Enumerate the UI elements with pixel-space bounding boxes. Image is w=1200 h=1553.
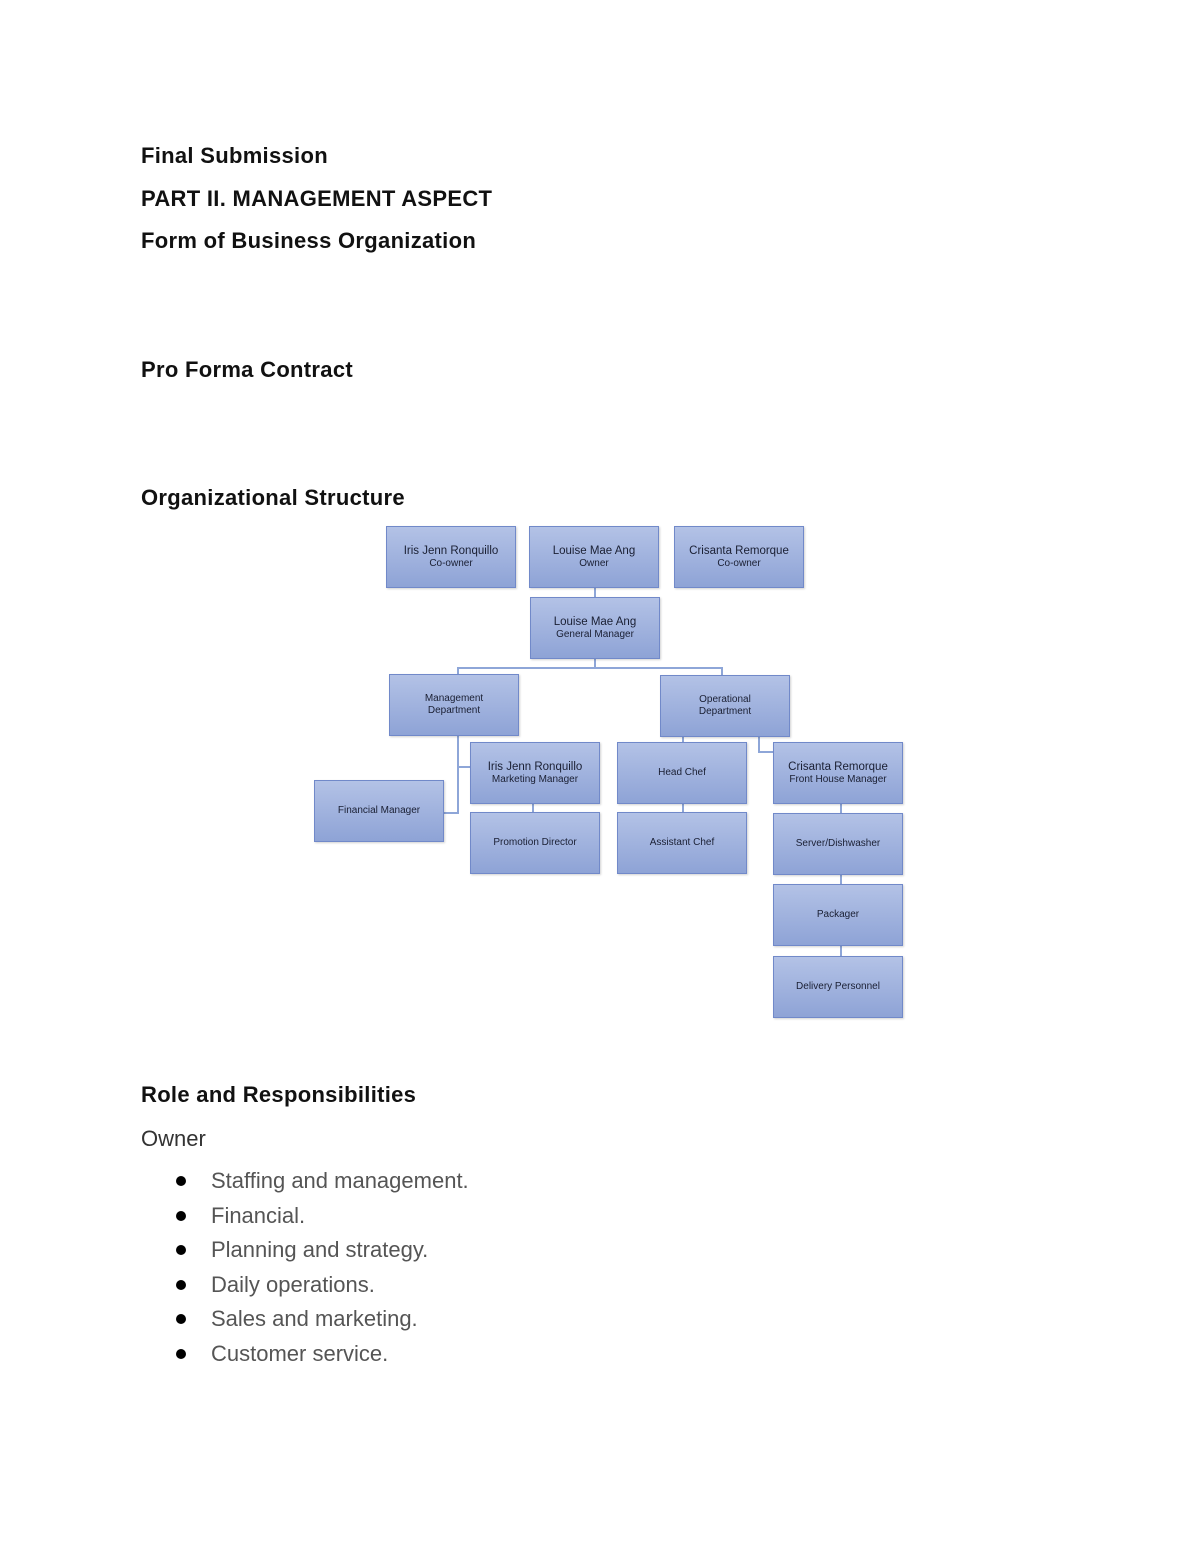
list-item-text: Financial. [211, 1202, 306, 1228]
bullet-icon [176, 1176, 186, 1186]
general-manager-role: General Manager [556, 629, 634, 640]
bullet-icon [176, 1211, 186, 1221]
connector-packager-delivery [840, 945, 842, 956]
list-item [141, 1303, 469, 1338]
packager-label: Packager [816, 909, 860, 920]
general-manager-name: Louise Mae Ang [553, 616, 637, 628]
marketing-manager-name: Iris Jenn Ronquillo [487, 761, 583, 773]
bullet-icon [176, 1280, 186, 1290]
financial-manager-label: Financial Manager [337, 805, 421, 816]
bullet-icon [176, 1314, 186, 1324]
marketing-manager-box [470, 742, 600, 804]
connector-management-down [457, 735, 459, 813]
connector-to-marketing [457, 766, 471, 768]
general-manager-box [530, 597, 660, 659]
management-department-box [389, 674, 519, 736]
head-chef-label: Head Chef [658, 767, 706, 778]
delivery-personnel-label: Delivery Personnel [796, 981, 880, 992]
final-submission-heading: Final Submission [141, 143, 328, 168]
list-item-text: Sales and marketing. [211, 1306, 418, 1331]
management-department-line2: Department [427, 705, 481, 716]
operational-department-line1: Operational [699, 694, 751, 705]
connector-dept-bar [457, 667, 722, 669]
co-owner-crisanta-role: Co-owner [717, 558, 761, 569]
owner-subheading: Owner [141, 1126, 206, 1151]
connector-fh-server [840, 803, 842, 813]
list-item-text: Customer service. [211, 1340, 389, 1366]
co-owner-iris-role: Co-owner [429, 558, 473, 569]
bullet-icon [176, 1349, 186, 1359]
bullet-icon [176, 1245, 186, 1255]
front-house-manager-role: Front House Manager [789, 774, 887, 785]
list-item-text: Staffing and management. [211, 1168, 469, 1193]
promotion-director-label: Promotion Director [493, 837, 577, 848]
org-structure-heading: Organizational Structure [141, 485, 405, 510]
part-heading: PART II. MANAGEMENT ASPECT [141, 186, 493, 211]
list-item [141, 1338, 469, 1373]
owner-responsibilities-list [141, 1165, 469, 1372]
operational-department-box [660, 675, 790, 737]
pro-forma-heading: Pro Forma Contract [141, 357, 353, 382]
list-item [141, 1200, 469, 1235]
server-dishwasher-label: Server/Dishwasher [795, 838, 881, 849]
packager-box [773, 884, 903, 946]
front-house-manager-box [773, 742, 903, 804]
list-item [141, 1234, 469, 1269]
delivery-personnel-box [773, 956, 903, 1018]
co-owner-iris-box [386, 526, 516, 588]
list-item-text: Planning and strategy. [211, 1237, 429, 1262]
owner-louise-name: Louise Mae Ang [552, 545, 636, 557]
roles-heading: Role and Responsibilities [141, 1082, 417, 1107]
operational-department-line2: Department [698, 706, 752, 717]
list-item [141, 1165, 469, 1200]
owner-louise-role: Owner [579, 558, 609, 569]
connector-operational-fh [758, 737, 760, 752]
management-department-line1: Management [424, 693, 484, 704]
form-of-business-heading: Form of Business Organization [141, 228, 477, 253]
co-owner-iris-name: Iris Jenn Ronquillo [403, 545, 499, 557]
assistant-chef-box [617, 812, 747, 874]
connector-gm-branch [594, 659, 596, 668]
co-owner-crisanta-box [674, 526, 804, 588]
co-owner-crisanta-name: Crisanta Remorque [689, 545, 789, 557]
financial-manager-box [314, 780, 444, 842]
promotion-director-box [470, 812, 600, 874]
head-chef-box [617, 742, 747, 804]
connector-to-front-house [758, 751, 774, 753]
connector-to-operational [721, 667, 723, 675]
connector-to-financial [444, 812, 459, 814]
marketing-manager-role: Marketing Manager [491, 774, 579, 785]
list-item [141, 1269, 469, 1304]
list-item-text: Daily operations. [211, 1271, 375, 1297]
owner-louise-box [529, 526, 659, 588]
server-dishwasher-box [773, 813, 903, 875]
assistant-chef-label: Assistant Chef [649, 837, 715, 848]
connector-server-packager [840, 874, 842, 884]
front-house-manager-name: Crisanta Remorque [788, 761, 888, 773]
